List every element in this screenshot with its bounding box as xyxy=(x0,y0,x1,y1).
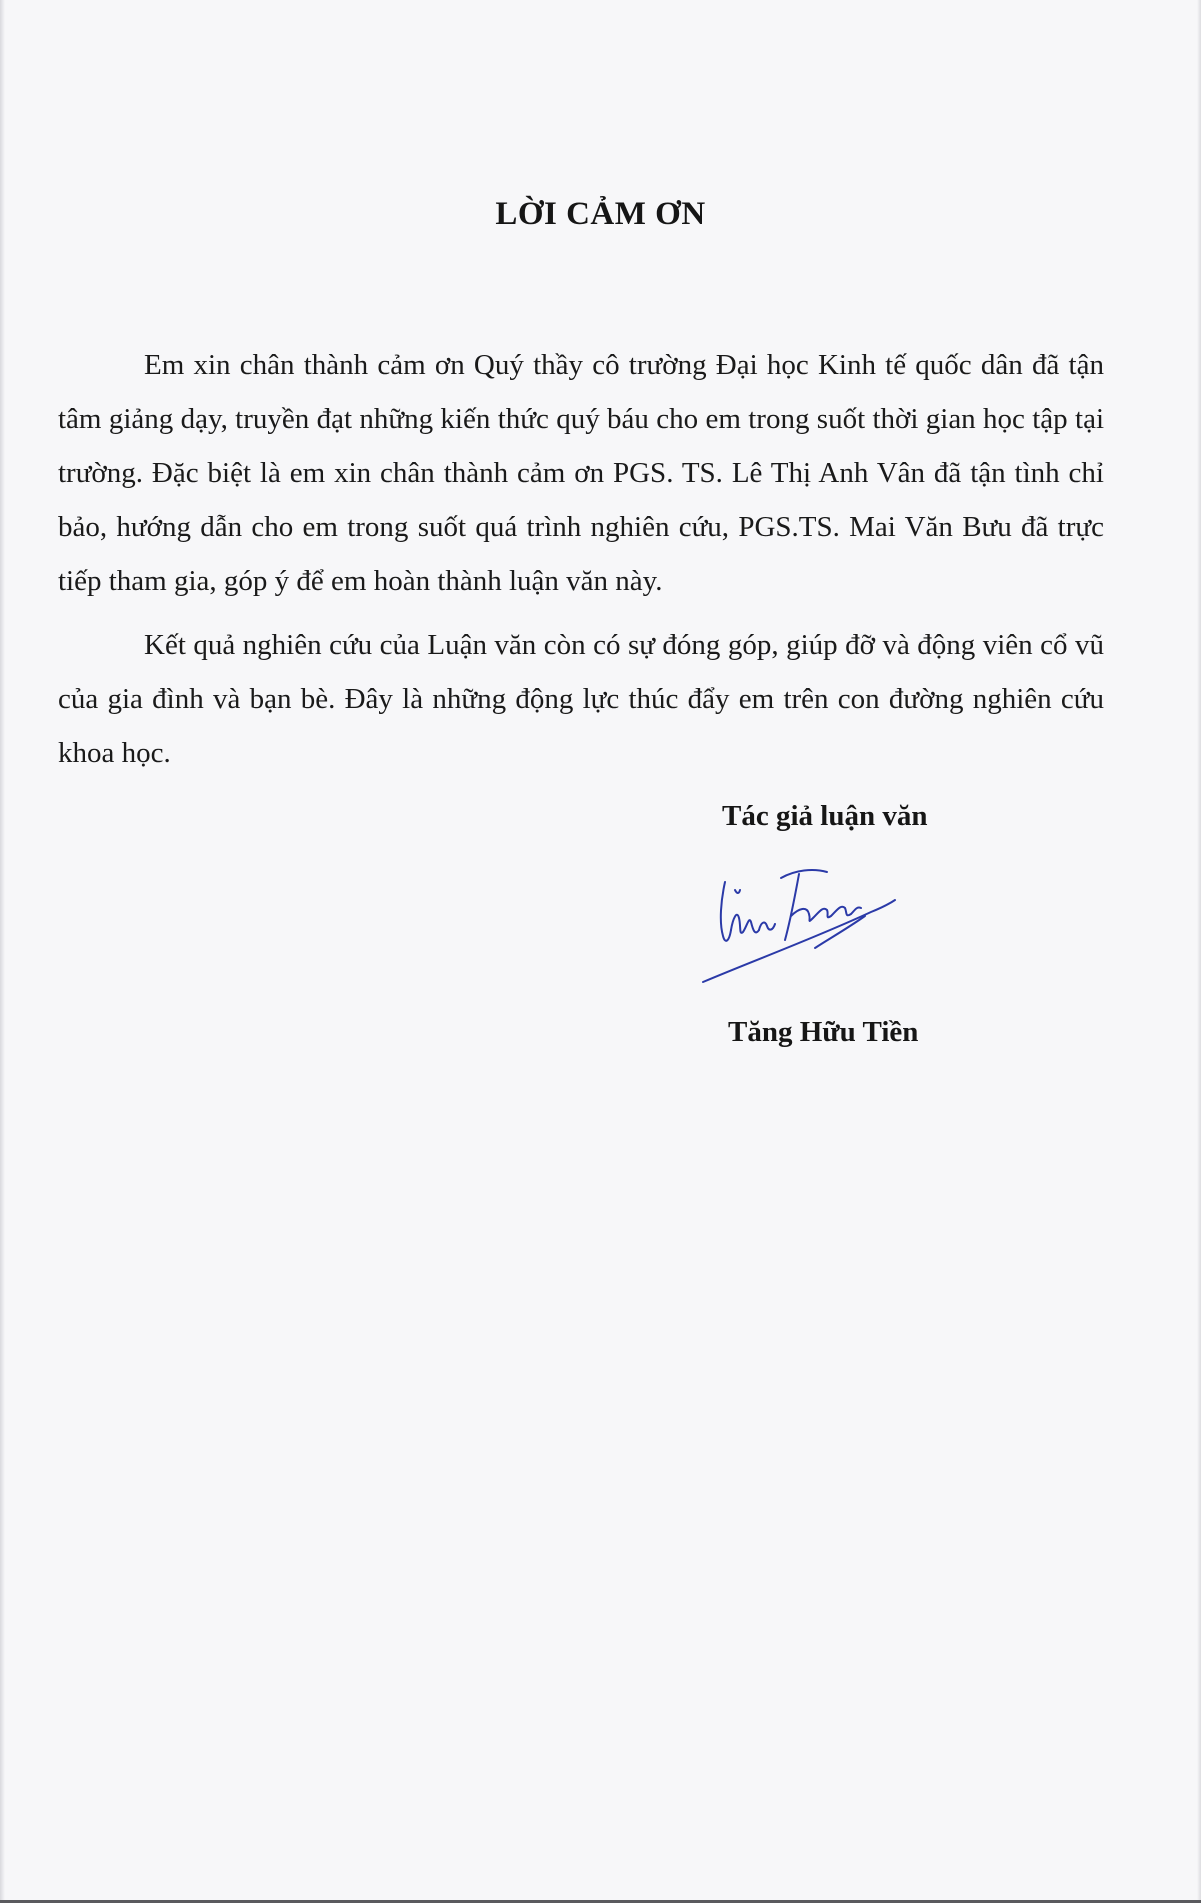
page-left-edge xyxy=(0,0,5,1903)
paragraph-gratitude-family: Kết quả nghiên cứu của Luận văn còn có sự đóng góp, giúp đỡ và động viên cổ vũ của gia đình và bạn bè. Đây là những động lực thúc đẩy em trên con đường nghiên cứu khoa học. xyxy=(58,629,1104,769)
page-right-edge xyxy=(1197,0,1201,1903)
paragraph-gratitude-teachers: Em xin chân thành cảm ơn Quý thầy cô trường Đại học Kinh tế quốc dân đã tận tâm giảng dạy, truyền đạt những kiến thức quý báu cho em trong suốt thời gian học tập tại trường. Đặc biệt là em xin chân thành cảm ơn PGS. TS. Lê Thị Anh Vân đã tận tình chỉ bảo, hướng dẫn cho em trong suốt quá trình nghiên cứu, PGS.TS. Mai Văn Bưu đã trực tiếp tham gia, góp ý để em hoàn thành luận văn này. xyxy=(58,349,1104,597)
author-name: Tăng Hữu Tiền xyxy=(728,1016,919,1048)
page-title: LỜI CẢM ƠN xyxy=(495,196,706,232)
author-role-label: Tác giả luận văn xyxy=(722,800,928,832)
handwritten-signature xyxy=(695,860,935,990)
